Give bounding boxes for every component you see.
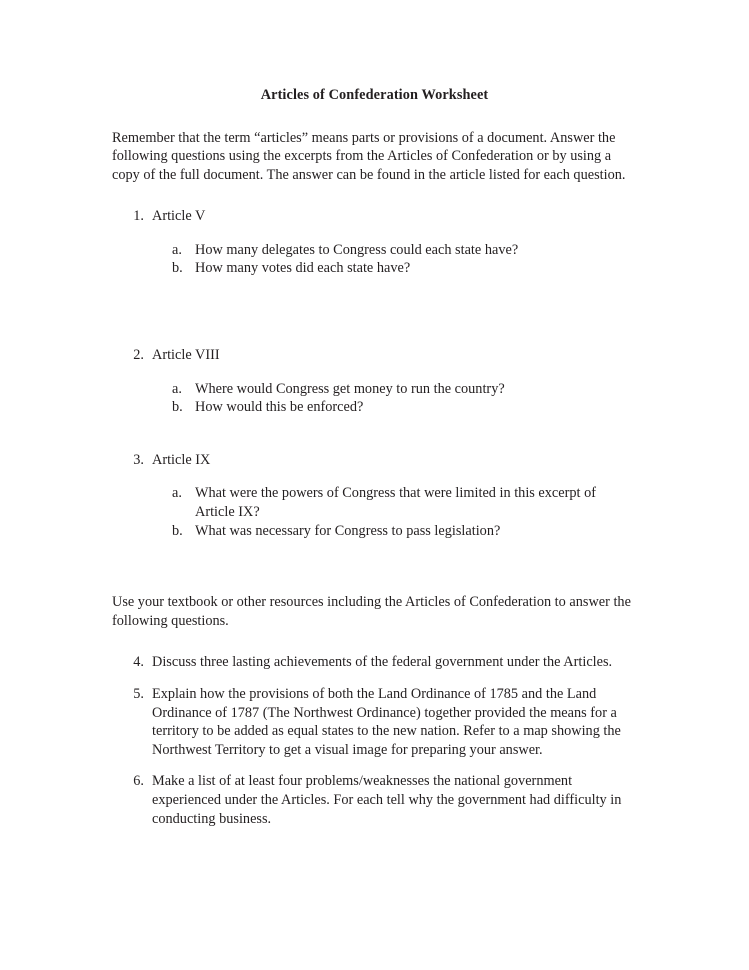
spacer-question bbox=[112, 759, 637, 772]
page-title: Articles of Confederation Worksheet bbox=[260, 87, 489, 103]
spacer-after-second-paragraph bbox=[112, 630, 637, 653]
second-paragraph: Use your textbook or other resources including the Articles of Confederation to answer the following questions. bbox=[112, 594, 631, 629]
list-item-label: Make a list of at least four problems/weaknesses the national government experienced under the Articles. For each tell why the government had difficulty in conducting business. bbox=[152, 773, 622, 827]
list-marker: 2. bbox=[133, 347, 144, 364]
list-item-label: What were the powers of Congress that were limited in this excerpt of Article IX? bbox=[195, 485, 596, 521]
list-item bbox=[152, 484, 637, 521]
list-item-label: Where would Congress get money to run the country? bbox=[195, 380, 505, 397]
list-marker: b. bbox=[172, 260, 183, 277]
intro-paragraph: Remember that the term “articles” means parts or provisions of a document. Answer the following questions using the excerpts from the Articles of Confederation or by using a copy of the full document. The answer can be found in the article listed for each question. bbox=[112, 129, 626, 183]
list-marker: a. bbox=[172, 380, 182, 397]
list-item bbox=[152, 380, 637, 399]
list-item bbox=[112, 653, 637, 672]
list-item-label: How many delegates to Congress could each state have? bbox=[195, 241, 519, 258]
list-item bbox=[112, 207, 637, 278]
list-marker: 3. bbox=[133, 451, 144, 468]
list-marker: b. bbox=[172, 399, 183, 416]
article-questions-list bbox=[112, 207, 637, 540]
answer-space bbox=[112, 417, 637, 451]
list-item-label: How would this be enforced? bbox=[195, 399, 364, 416]
list-marker: a. bbox=[172, 241, 182, 258]
spacer-question bbox=[112, 672, 637, 685]
list-item bbox=[152, 398, 637, 417]
list-marker: 5. bbox=[133, 686, 144, 702]
spacer-sub bbox=[152, 365, 637, 380]
list-marker: 1. bbox=[133, 208, 144, 225]
list-item-label: Article V bbox=[152, 208, 206, 225]
list-item-label: Discuss three lasting achievements of the federal government under the Articles. bbox=[152, 654, 613, 671]
research-questions-list bbox=[112, 653, 637, 828]
sub-question-list bbox=[152, 241, 637, 278]
list-item bbox=[152, 241, 637, 260]
list-marker: a. bbox=[172, 485, 182, 502]
list-item bbox=[112, 451, 637, 540]
list-item bbox=[112, 772, 637, 828]
list-marker: 6. bbox=[133, 773, 144, 790]
list-item-label: Article IX bbox=[152, 451, 211, 468]
list-marker: 4. bbox=[133, 654, 144, 671]
sub-question-list bbox=[152, 380, 637, 417]
document-content bbox=[112, 86, 637, 828]
spacer-after-intro bbox=[112, 184, 637, 207]
answer-space bbox=[112, 540, 637, 593]
spacer-sub bbox=[152, 226, 637, 241]
list-item-label: Article VIII bbox=[152, 347, 220, 364]
list-item-label: How many votes did each state have? bbox=[195, 260, 411, 277]
list-item-label: Explain how the provisions of both the Land Ordinance of 1785 and the Land Ordinance of 1787 (The Northwest Ordinance) together provided the means for a territory to be added as equal states to the new nation. Refer to a map showing the Northwest Territory to get a visual image for preparing your answer. bbox=[152, 686, 621, 758]
sub-question-list bbox=[152, 484, 637, 540]
list-marker: b. bbox=[172, 522, 183, 539]
answer-space bbox=[112, 278, 637, 346]
list-item-label: What was necessary for Congress to pass legislation? bbox=[195, 522, 501, 539]
list-item bbox=[152, 522, 637, 541]
spacer-sub bbox=[152, 469, 637, 484]
list-item bbox=[112, 685, 637, 759]
list-item bbox=[152, 259, 637, 278]
list-item bbox=[112, 346, 637, 417]
